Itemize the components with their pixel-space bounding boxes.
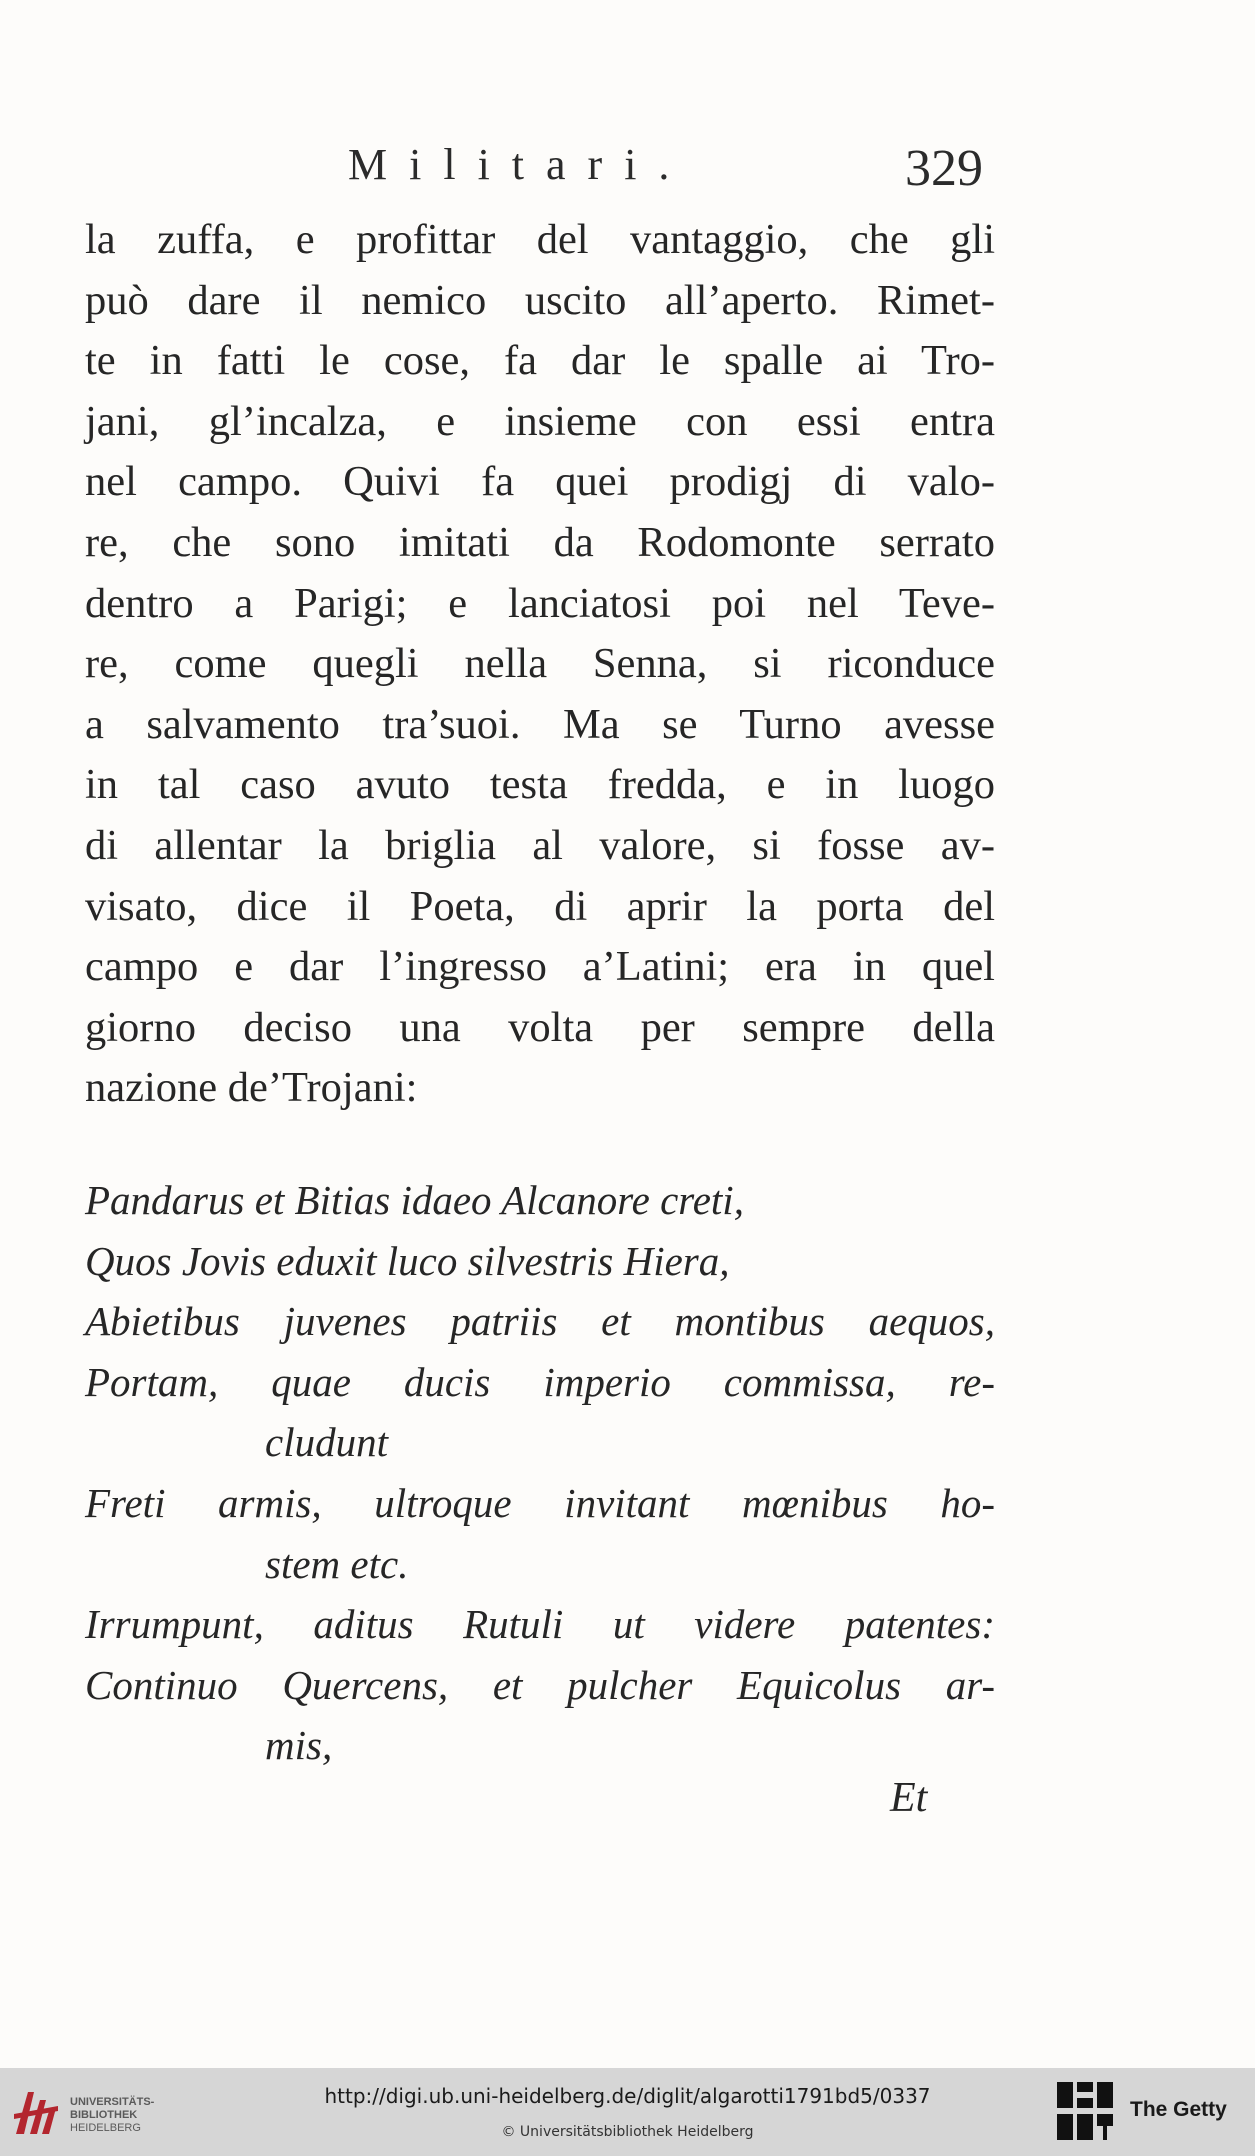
- prose-line: re, che sono imitati da Rodomonte serrato: [85, 518, 995, 566]
- prose-line: campo e dar l’ingresso a’Latini; era in quel: [85, 943, 995, 991]
- prose-line: nazione de’Trojani:: [85, 1064, 418, 1112]
- verse-line-continuation: stem etc.: [265, 1540, 409, 1587]
- verse-quotation: [85, 1170, 995, 1776]
- library-name-line: UNIVERSITÄTS-: [70, 2096, 155, 2108]
- prose-line: la zuffa, e profittar del vantaggio, che gli: [85, 216, 995, 263]
- prose-line: jani, gl’incalza, e insieme con essi entra: [85, 397, 995, 445]
- prose-line: di allentar la briglia al valore, si fosse av-: [85, 821, 995, 869]
- prose-line: dentro a Parigi; e lanciatosi poi nel Teve-: [85, 579, 995, 627]
- verse-line: Quos Jovis eduxit luco silvestris Hiera,: [85, 1237, 730, 1284]
- running-head: Militari.: [348, 140, 692, 189]
- verse-line-continuation: cludunt: [265, 1419, 388, 1466]
- verse-line: Continuo Quercens, et pulcher Equicolus ar-: [85, 1661, 995, 1708]
- prose-line: visato, dice il Poeta, di aprir la porta del: [85, 882, 995, 930]
- prose-line: nel campo. Quivi fa quei prodigj di valo-: [85, 458, 995, 506]
- prose-line: a salvamento tra’suoi. Ma se Turno avesse: [85, 700, 995, 748]
- verse-line-continuation: mis,: [265, 1722, 333, 1769]
- partner-name: The Getty: [1130, 2098, 1227, 2121]
- verse-line: Irrumpunt, aditus Rutuli ut videre patentes:: [85, 1601, 995, 1648]
- library-name-line: BIBLIOTHEK: [70, 2109, 138, 2121]
- verse-line: Portam, quae ducis imperio commissa, re-: [85, 1358, 995, 1405]
- prose-line: te in fatti le cose, fa dar le spalle ai Tro-: [85, 337, 995, 385]
- copyright-notice: © Universitätsbibliothek Heidelberg: [501, 2124, 754, 2140]
- verse-line: Freti armis, ultroque invitant mœnibus ho-: [85, 1479, 995, 1526]
- permalink-url[interactable]: http://digi.ub.uni-heidelberg.de/diglit/algarotti1791bd5/0337: [324, 2084, 931, 2108]
- prose-line: può dare il nemico uscito all’aperto. Rimet-: [85, 276, 995, 324]
- catchword: Et: [890, 1775, 928, 1821]
- prose-line: giorno deciso una volta per sempre della: [85, 1003, 995, 1051]
- prose-line: in tal caso avuto testa fredda, e in luogo: [85, 761, 995, 809]
- viewer-footer: [0, 2068, 1255, 2156]
- getty-logo-icon[interactable]: [1057, 2082, 1113, 2142]
- page-number: 329: [905, 140, 983, 197]
- library-name-line: HEIDELBERG: [70, 2122, 141, 2134]
- prose-block: [85, 210, 995, 1119]
- verse-line: Pandarus et Bitias idaeo Alcanore creti,: [85, 1177, 744, 1223]
- verse-line: Abietibus juvenes patriis et montibus aequos,: [85, 1298, 995, 1345]
- prose-line: re, come quegli nella Senna, si riconduce: [85, 640, 995, 688]
